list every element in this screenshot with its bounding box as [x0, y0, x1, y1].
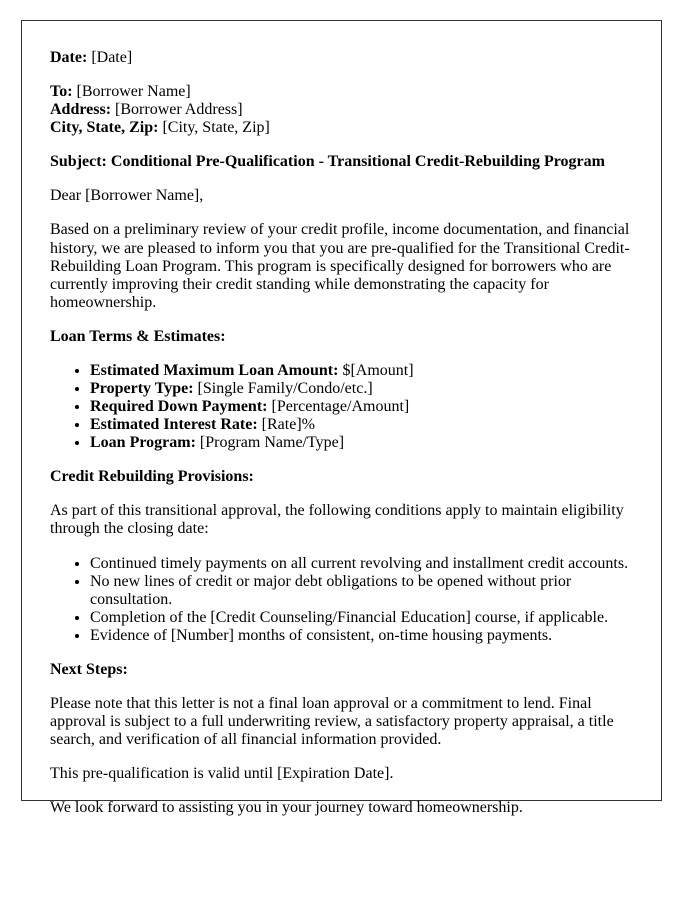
- address-label: Address:: [50, 101, 112, 119]
- validity-paragraph: This pre-qualification is valid until [Expiration Date].: [50, 765, 394, 783]
- closing-paragraph-clipped: We look forward to assisting you in your journey toward homeownership.: [50, 799, 523, 817]
- list-item: [90, 398, 633, 416]
- list-item: [90, 362, 633, 380]
- list-item: • No new lines of credit or major debt obligations to be opened without prior consultation.: [90, 573, 633, 609]
- provisions-list: [50, 555, 633, 645]
- loan-term-value: [Percentage/Amount]: [271, 398, 410, 416]
- loan-term-value: [Single Family/Condo/etc.]: [197, 380, 373, 398]
- loan-term-value: [Rate]%: [261, 416, 315, 434]
- list-item: [90, 434, 633, 452]
- recipient-block: [50, 83, 633, 137]
- list-item: • Continued timely payments on all current revolving and installment credit accounts.: [90, 555, 633, 573]
- loan-term-label: Estimated Maximum Loan Amount:: [90, 361, 339, 379]
- list-item: • Completion of the [Credit Counseling/Financial Education] course, if applicable.: [90, 609, 633, 627]
- city-state-zip-line: [50, 119, 633, 137]
- date-value: [Date]: [91, 49, 133, 66]
- loan-term-value: $[Amount]: [342, 361, 414, 379]
- loan-term-value: [Program Name/Type]: [199, 434, 345, 452]
- list-item: • Evidence of [Number] months of consistent, on-time housing payments.: [90, 627, 633, 645]
- next-steps-paragraph: Please note that this letter is not a final loan approval or a commitment to lend. Final approval is subject to a full underwriting review, a satisfactory property appraisal, a title search, and verification of all financial information provided.: [50, 695, 614, 749]
- list-item: [90, 416, 633, 434]
- list-item: [90, 380, 633, 398]
- salutation: Dear [Borrower Name],: [50, 187, 204, 205]
- loan-terms-list: [50, 362, 633, 452]
- letter-document: [21, 20, 662, 817]
- address-line: [50, 101, 633, 119]
- provisions-intro: As part of this transitional approval, the following conditions apply to maintain eligibility through the closing date:: [50, 502, 624, 538]
- loan-term-label: Estimated Interest Rate:: [90, 416, 258, 434]
- city-state-zip-label: City, State, Zip:: [50, 119, 159, 137]
- to-value: [Borrower Name]: [76, 83, 191, 101]
- date-line: [50, 49, 633, 67]
- loan-terms-heading: Loan Terms & Estimates:: [50, 327, 226, 345]
- loan-term-label: Property Type:: [90, 380, 194, 398]
- intro-paragraph: Based on a preliminary review of your credit profile, income documentation, and financial history, we are pleased to inform you that you are pre-qualified for the Transitional Credit-Rebuilding Loan Program. This program is specifically designed for borrowers who are currently improving their credit standing while demonstrating the capacity for homeownership.: [50, 221, 630, 311]
- loan-term-label: Required Down Payment:: [90, 398, 268, 416]
- to-label: To:: [50, 83, 73, 101]
- loan-term-label: Loan Program:: [90, 434, 196, 452]
- to-line: [50, 83, 633, 101]
- provisions-heading: Credit Rebuilding Provisions:: [50, 468, 254, 486]
- address-value: [Borrower Address]: [115, 101, 243, 119]
- subject-line: Subject: Conditional Pre-Qualification - Transitional Credit-Rebuilding Program: [50, 153, 605, 171]
- next-steps-heading: Next Steps:: [50, 660, 128, 678]
- city-state-zip-value: [City, State, Zip]: [162, 119, 270, 137]
- date-label: Date:: [50, 49, 88, 66]
